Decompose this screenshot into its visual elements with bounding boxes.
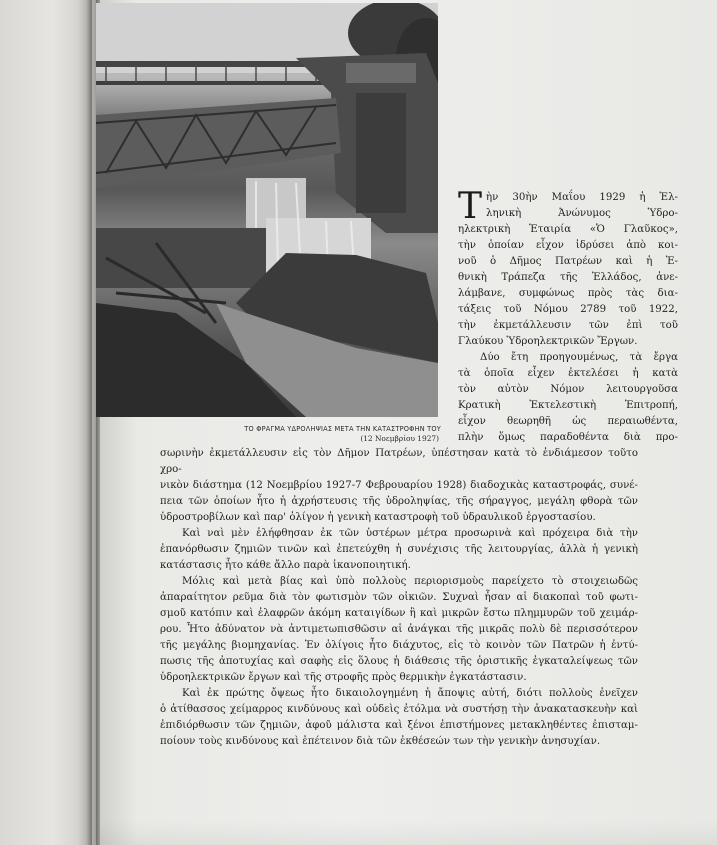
text-line: τὴν ὁποίαν εἶχον ἱδρύσει ἀπὸ κοι-: [458, 240, 678, 251]
caption-title: ΤΟ ΦΡΑΓΜΑ ΥΔΡΟΛΗΨΙΑΣ ΜΕΤΑ ΤΗΝ ΚΑΤΑΣΤΡΟΦΗΝ ΤΟΥ: [244, 425, 441, 433]
text-line: ὑδροηλεκτρικῶν ἔργων καὶ τῆς στροφῆς πρὸς θερμικὴν ἐγκατάστασιν.: [160, 672, 527, 683]
text-line: τῆς μεγάλης βιομηχανίας. Ἐν ὀλίγοις ἦτο διάχυτος, εἰς τὸ κοινὸν τῶν Πατρῶν ἡ ἐντύ-: [160, 640, 638, 651]
text-line: νοῦ ὁ Δῆμος Πατρέων καὶ ἡ Ἐ-: [458, 256, 678, 267]
paragraph-3: [160, 526, 638, 574]
text-line: ὑδροστροβίλων καὶ παρ' ὀλίγον ἡ γενικὴ καταστροφὴ τοῦ ὑδραυλικοῦ ἐργοστασίου.: [160, 512, 596, 523]
text-line: θνικὴ Τράπεζα τῆς Ἑλλάδος, ἀνε-: [458, 272, 678, 283]
text-line: ὁ ἀτίθασσος χείμαρρος κινδύνους καὶ οὐδεὶς ἐτόλμα νὰ συστήσῃ τὴν ἀνακατασκευὴν καὶ: [160, 704, 638, 715]
paragraph-4: [160, 574, 638, 686]
photo-caption: [96, 424, 441, 444]
caption-date: (12 Νοεμβρίου 1927): [360, 434, 439, 443]
text-line: εἶχον θεωρηθῆ ὡς περαιωθέντα,: [458, 416, 678, 427]
text-line: νικὸν διάστημα (12 Νοεμβρίου 1927-7 Φεβρουαρίου 1928) διαδοχικὰς καταστροφάς, συνέ-: [160, 480, 638, 491]
text-line: πεια τῶν ὁποίων ἦτο ἡ ἀχρήστευσις τῆς ὑδροληψίας, τῆς σήραγγος, μεγάλη φθορὰ τῶν: [160, 496, 638, 507]
text-line: ρου. Ἦτο ἀδύνατον νὰ ἀντιμετωπισθῶσιν αἱ ἀνάγκαι τῆς μικρᾶς πολὺ δὲ περισσότερον: [160, 624, 638, 635]
text-line: κατάστασις ἦτο κάθε ἄλλο παρὰ ἱκανοποιητική.: [160, 560, 411, 571]
text-line: Μόλις καὶ μετὰ βίας καὶ ὑπὸ πολλοὺς περιορισμοὺς παρείχετο τὸ στοιχειωδῶς: [182, 576, 638, 587]
text-line: Γλαύκου Ὑδροηλεκτρικῶν Ἔργων.: [458, 336, 638, 347]
text-line: σωρινὴν ἐκμετάλλευσιν εἰς τὸν Δῆμον Πατρέων, ὑπέστησαν κατὰ τὸ ἐνδιάμεσον τοῦτο χρο-: [160, 448, 638, 475]
text-line: τάξεις τοῦ Νόμου 2789 τοῦ 1922,: [458, 304, 678, 315]
text-line: ποίουν τοὺς κινδύνους καὶ ἐπέτεινον διὰ τῶν ἐκθέσεών των τὴν γενικὴν ἀνησυχίαν.: [160, 736, 601, 747]
page-curl-shadow: [78, 0, 92, 845]
text-line: Δύο ἔτη προηγουμένως, τὰ ἔργα: [480, 352, 678, 363]
paragraph-2-end: [160, 446, 638, 526]
paragraph-5: [160, 686, 638, 750]
paragraph-2-start: [458, 350, 678, 446]
drop-cap: Τ: [458, 186, 483, 227]
text-line: πωσις τῆς ἀποτυχίας καὶ σαφὴς εἰς ὅλους ἡ διάθεσις τῆς ὁριστικῆς ἐγκαταλείψεως τῶν: [160, 656, 638, 667]
text-line: λάμβανε, συμφώνως πρὸς τὰς δια-: [458, 288, 678, 299]
text-line: Καὶ ναὶ μὲν ἐλήφθησαν ἐκ τῶν ὑστέρων μέτρα προσωρινὰ καὶ πρόχειρα διὰ τὴν: [182, 528, 638, 539]
text-line: Κρατικὴ Ἐκτελεστικὴ Ἐπιτροπή,: [458, 400, 678, 411]
text-line: ὴν 30ὴν Μαΐου 1929 ἡ Ἑλ-: [486, 192, 678, 203]
text-line: τὰ ὁποῖα εἶχεν ἐκτελέσει ἡ κατὰ: [458, 368, 678, 379]
dam-photograph: [96, 3, 438, 417]
narrow-text-column: [458, 186, 678, 446]
text-line: ἐπιδιόρθωσιν τῶν ζημιῶν, ἀφοῦ μάλιστα καὶ ξένοι ἐπιστήμονες μετακληθέντες ἐπισταμ-: [160, 720, 638, 731]
text-line: τὸν αὐτὸν Νόμον λειτουργοῦσα: [458, 384, 678, 395]
text-line: ἐπανόρθωσιν ζημιῶν τινῶν καὶ ἐπετεύχθη ἡ συνέχισις τῆς λειτουργίας, ἀλλὰ ἡ γενικὴ: [160, 544, 638, 555]
text-line: ληνικὴ Ἀνώνυμος Ὑδρο-: [486, 208, 678, 219]
text-line: τὴν ἐκμετάλλευσιν τῶν ἐπὶ τοῦ: [458, 320, 678, 331]
paragraph-1: [458, 186, 678, 350]
text-line: ἀπαραίτητον ρεῦμα διὰ τὸν φωτισμὸν τῶν οἰκιῶν. Συχναὶ ἦσαν αἱ διακοπαὶ τοῦ φωτι-: [160, 592, 638, 603]
text-line: Καὶ ἐκ πρώτης ὄψεως ἦτο δικαιολογημένη ἡ ἄποψις αὐτή, διότι πολλοὺς ἐνεῖχεν: [182, 688, 638, 699]
wide-text-column: [160, 446, 638, 750]
page-shade: [100, 820, 717, 845]
text-line: σμοῦ κατόπιν καὶ ἐλαφρῶν ἀκόμη καταιγίδων ἢ καὶ μικρῶν ἔστω πλημμυρῶν τοῦ χειμάρ-: [160, 608, 638, 619]
text-line: πλὴν ὅμως παραδοθέντα διὰ προ-: [458, 432, 678, 443]
text-line: ηλεκτρικὴ Ἑταιρία «Ὁ Γλαῦκος»,: [458, 224, 678, 235]
